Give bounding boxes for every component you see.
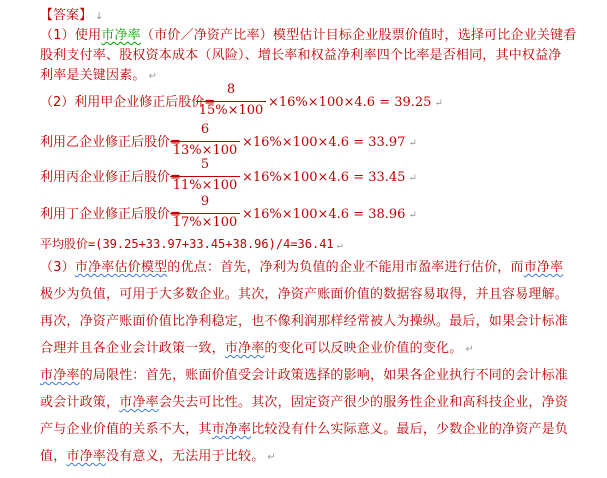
calc-yi-result: ×16%×100×4.6 = 33.97 ↵ bbox=[242, 135, 417, 150]
spellcheck-underline: 市净率 bbox=[101, 28, 141, 43]
fraction-bar bbox=[170, 141, 240, 142]
fraction-bar bbox=[170, 213, 240, 214]
calc-bing-result: ×16%×100×4.6 = 33.45 ↵ bbox=[242, 170, 417, 185]
denominator: 13%×100 bbox=[172, 143, 238, 158]
section4-line3: 产与企业价值的关系不大，其市净率比较没有什么实际意义。最后，少数企业的净资产是负 bbox=[40, 422, 569, 437]
paragraph-mark-icon: ↵ bbox=[148, 71, 158, 82]
numerator: 9 bbox=[200, 194, 210, 209]
answer-label: 【答案】 bbox=[40, 8, 93, 23]
paragraph-mark-icon: ↵ bbox=[408, 173, 417, 184]
calc-jia-fraction bbox=[196, 82, 266, 122]
calc-ding-fraction bbox=[170, 194, 240, 234]
spellcheck-underline: 市净率 bbox=[523, 260, 564, 275]
numerator: 8 bbox=[226, 82, 236, 97]
spellcheck-underline: 市净率估价模型 bbox=[74, 260, 168, 275]
fraction-bar bbox=[196, 101, 266, 102]
paragraph-mark-icon: ↵ bbox=[267, 452, 277, 463]
down-arrow-icon: ↓ bbox=[95, 11, 104, 22]
calc-ding-label: 利用丁企业修正后股价= bbox=[40, 207, 181, 222]
section1-line2: 股利支付率、股权资本成本（风险）、增长率和权益净利率四个比率是否相同，其中权益净 bbox=[40, 48, 562, 63]
denominator: 17%×100 bbox=[172, 215, 238, 230]
numerator: 5 bbox=[200, 157, 210, 172]
denominator: 11%×100 bbox=[172, 178, 238, 193]
calc-yi-fraction bbox=[170, 122, 240, 162]
spellcheck-underline: 市净率 bbox=[40, 368, 80, 383]
spellcheck-underline: 市净率 bbox=[66, 449, 107, 464]
fraction-bar bbox=[170, 176, 240, 177]
section4-line4: 值，市净率没有意义，无法用于比较。 ↵ bbox=[40, 449, 277, 464]
calc-yi-label: 利用乙企业修正后股价= bbox=[40, 135, 181, 150]
section1-line1: （1）使用市净率（市价／净资产比率）模型估计目标企业股票价值时，选择可比企业关键看 bbox=[40, 28, 577, 43]
section3-line2: 极少为负值，可用于大多数企业。其次，净资产账面价值的数据容易取得，并且容易理解。 bbox=[40, 287, 569, 302]
paragraph-mark-icon: ↵ bbox=[336, 240, 343, 251]
calc-bing-fraction bbox=[170, 157, 240, 197]
section3-line4: 合理并且各企业会计政策一致，市净率的变化可以反映企业价值的变化。 ↵ bbox=[40, 341, 475, 356]
section4-line2: 或会计政策，市净率会失去可比性。其次，固定资产很少的服务性企业和高科技企业，净资 bbox=[40, 395, 569, 410]
calc-jia-label: （2）利用甲企业修正后股价= bbox=[40, 95, 216, 110]
spellcheck-underline: 市净率 bbox=[119, 395, 159, 410]
calc-ding-result: ×16%×100×4.6 = 38.96 ↵ bbox=[242, 207, 417, 222]
section3-line1: （3）市净率估价模型的优点：首先，净利为负值的企业不能用市盈率进行估价，而市净率 bbox=[40, 260, 564, 275]
section3-line3: 再次，净资产账面价值比净利稳定，也不像利润那样经常被人为操纵。最后，如果会计标准 bbox=[40, 314, 569, 329]
paragraph-mark-icon: ↵ bbox=[465, 344, 475, 355]
average-price: 平均股价=(39.25+33.97+33.45+38.96)/4=36.41 ↵ bbox=[40, 237, 343, 251]
numerator: 6 bbox=[200, 122, 210, 137]
answer-header bbox=[40, 8, 103, 25]
denominator: 15%×100 bbox=[198, 103, 264, 118]
paragraph-mark-icon: ↵ bbox=[434, 98, 443, 109]
section1-line3: 利率是关键因素。 ↵ bbox=[40, 68, 158, 83]
section4-line1: 市净率的局限性：首先，账面价值受会计政策选择的影响，如果各企业执行不同的会计标准 bbox=[40, 368, 569, 383]
spellcheck-underline: 市净率 bbox=[211, 422, 252, 437]
paragraph-mark-icon: ↵ bbox=[408, 138, 417, 149]
calc-jia-result: ×16%×100×4.6 = 39.25 ↵ bbox=[268, 95, 443, 110]
paragraph-mark-icon: ↵ bbox=[408, 210, 417, 221]
spellcheck-underline: 市净率 bbox=[224, 341, 265, 356]
calc-bing-label: 利用丙企业修正后股价= bbox=[40, 170, 181, 185]
